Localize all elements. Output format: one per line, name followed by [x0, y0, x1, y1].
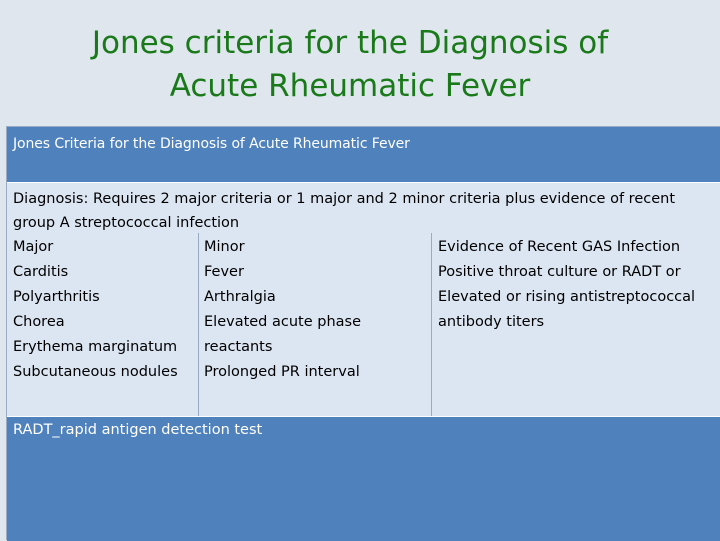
- major-item: Erythema marginatum: [13, 339, 178, 355]
- minor-item: reactants: [204, 339, 273, 355]
- major-item: Subcutaneous nodules: [13, 364, 178, 380]
- column-divider: [431, 233, 432, 416]
- table-header-text: Jones Criteria for the Diagnosis of Acute Rheumatic Fever: [13, 136, 410, 152]
- major-heading: Major: [13, 239, 54, 255]
- minor-item: Fever: [204, 264, 244, 280]
- table-header-row: [7, 127, 720, 183]
- gas-item: Positive throat culture or RADT or: [438, 264, 681, 280]
- minor-criteria-column: [204, 235, 361, 385]
- major-criteria-column: [13, 235, 178, 385]
- table-footer-row: [7, 416, 720, 541]
- major-item: Carditis: [13, 264, 69, 280]
- minor-item: Arthralgia: [204, 289, 276, 305]
- gas-item: Elevated or rising antistreptococcal: [438, 289, 696, 305]
- gas-heading: Evidence of Recent GAS Infection: [438, 239, 681, 255]
- major-item: Polyarthritis: [13, 289, 100, 305]
- gas-item: antibody titers: [438, 314, 545, 330]
- table-body-row: [7, 183, 720, 416]
- slide-title: [0, 22, 700, 108]
- diagnosis-text: Diagnosis: Requires 2 major criteria or 1 major and 2 minor criteria plus evidence of recent group A streptococcal infection: [13, 191, 676, 231]
- column-divider: [198, 233, 199, 416]
- jones-criteria-table: [6, 126, 720, 540]
- footnote-text: RADT_rapid antigen detection test: [13, 422, 263, 438]
- minor-item: Elevated acute phase: [204, 314, 362, 330]
- major-item: Chorea: [13, 314, 65, 330]
- title-line-2: Acute Rheumatic Fever: [169, 68, 531, 104]
- minor-heading: Minor: [204, 239, 245, 255]
- gas-evidence-column: [438, 235, 695, 335]
- minor-item: Prolonged PR interval: [204, 364, 360, 380]
- title-line-1: Jones criteria for the Diagnosis of: [91, 25, 609, 61]
